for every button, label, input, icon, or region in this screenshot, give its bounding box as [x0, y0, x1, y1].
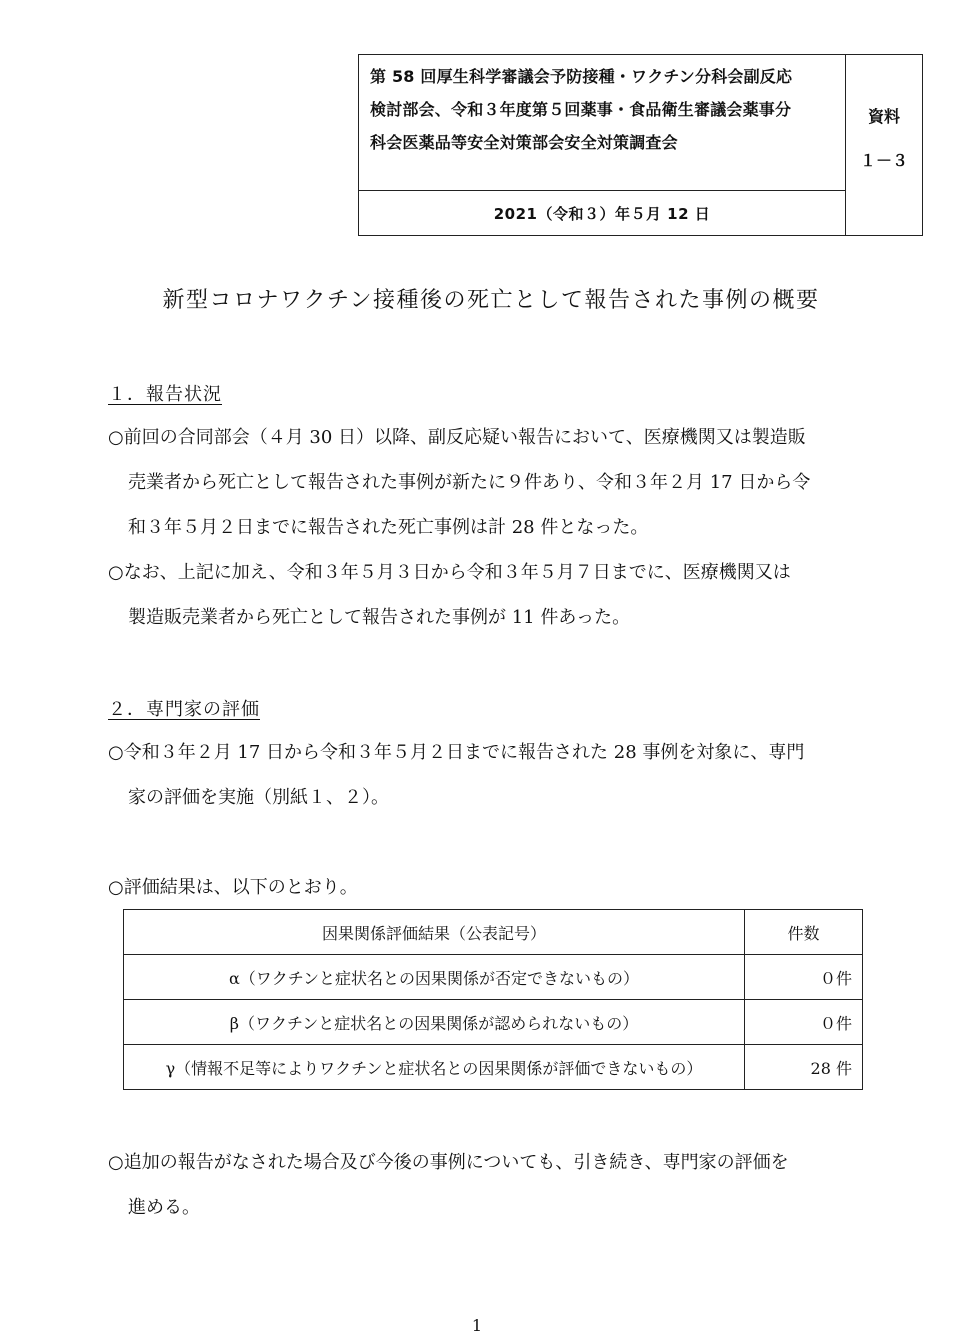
- paragraph-line: ○なお、上記に加え、令和３年５月３日から令和３年５月７日までに、医療機関又は: [108, 562, 791, 583]
- table-header-evaluation: 因果関係評価結果（公表記号）: [124, 910, 745, 955]
- table-row: [124, 955, 863, 1000]
- expert-evaluation-paragraph: [108, 730, 878, 820]
- paragraph-line: ○評価結果は、以下のとおり。: [108, 877, 358, 898]
- section-heading-report-status: １．報告状況: [108, 384, 222, 405]
- table-row: [124, 1000, 863, 1045]
- report-status-paragraph-2: [108, 550, 878, 640]
- table-row: [124, 1045, 863, 1090]
- document-label: 資料: [867, 107, 900, 126]
- evaluation-result-intro: [108, 865, 878, 910]
- count-cell: ０件: [745, 1000, 863, 1045]
- paragraph-line: ○令和３年２月 17 日から令和３年５月２日までに報告された 28 事例を対象に、専門: [108, 742, 805, 763]
- paragraph-line: ○追加の報告がなされた場合及び今後の事例についても、引き続き、専門家の評価を: [108, 1152, 789, 1173]
- meeting-name-line: 検討部会、令和３年度第５回薬事・食品衛生審議会薬事分: [370, 100, 792, 119]
- paragraph-line: 売業者から死亡として報告された事例が新たに９件あり、令和３年２月 17 日から令: [128, 472, 811, 493]
- count-cell: 28 件: [745, 1045, 863, 1090]
- page-number: 1: [471, 1316, 483, 1335]
- paragraph-line: 和３年５月２日までに報告された死亡事例は計 28 件となった。: [128, 517, 649, 538]
- evaluation-results-table: [123, 909, 863, 1090]
- section-heading-expert-evaluation: ２．専門家の評価: [108, 699, 260, 720]
- evaluation-cell: β（ワクチンと症状名との因果関係が認められないもの）: [124, 1000, 745, 1045]
- evaluation-cell: γ（情報不足等によりワクチンと症状名との因果関係が評価できないもの）: [124, 1045, 745, 1090]
- paragraph-line: 進める。: [128, 1197, 200, 1218]
- page-title: 新型コロナワクチン接種後の死亡として報告された事例の概要: [162, 288, 820, 313]
- meeting-name-line: 第 58 回厚生科学審議会予防接種・ワクチン分科会副反応: [370, 67, 793, 86]
- table-header-row: [124, 910, 863, 955]
- evaluation-cell: α（ワクチンと症状名との因果関係が否定できないもの）: [124, 955, 745, 1000]
- header-left-column: [359, 55, 846, 235]
- paragraph-line: ○前回の合同部会（４月 30 日）以降、副反応疑い報告において、医療機関又は製造販: [108, 427, 806, 448]
- meeting-name-line: 科会医薬品等安全対策部会安全対策調査会: [370, 133, 678, 152]
- closing-paragraph: [108, 1140, 878, 1230]
- document-id-cell: [846, 55, 922, 235]
- paragraph-line: 家の評価を実施（別紙１、２）。: [128, 787, 389, 808]
- document-number: １－３: [859, 151, 908, 170]
- document-header-box: [358, 54, 923, 236]
- count-cell: ０件: [745, 955, 863, 1000]
- meeting-name: [359, 55, 845, 191]
- meeting-date: 2021（令和３）年５月 12 日: [493, 204, 711, 223]
- report-status-paragraph-1: [108, 415, 878, 550]
- paragraph-line: 製造販売業者から死亡として報告された事例が 11 件あった。: [128, 607, 631, 628]
- table-header-count: 件数: [745, 910, 863, 955]
